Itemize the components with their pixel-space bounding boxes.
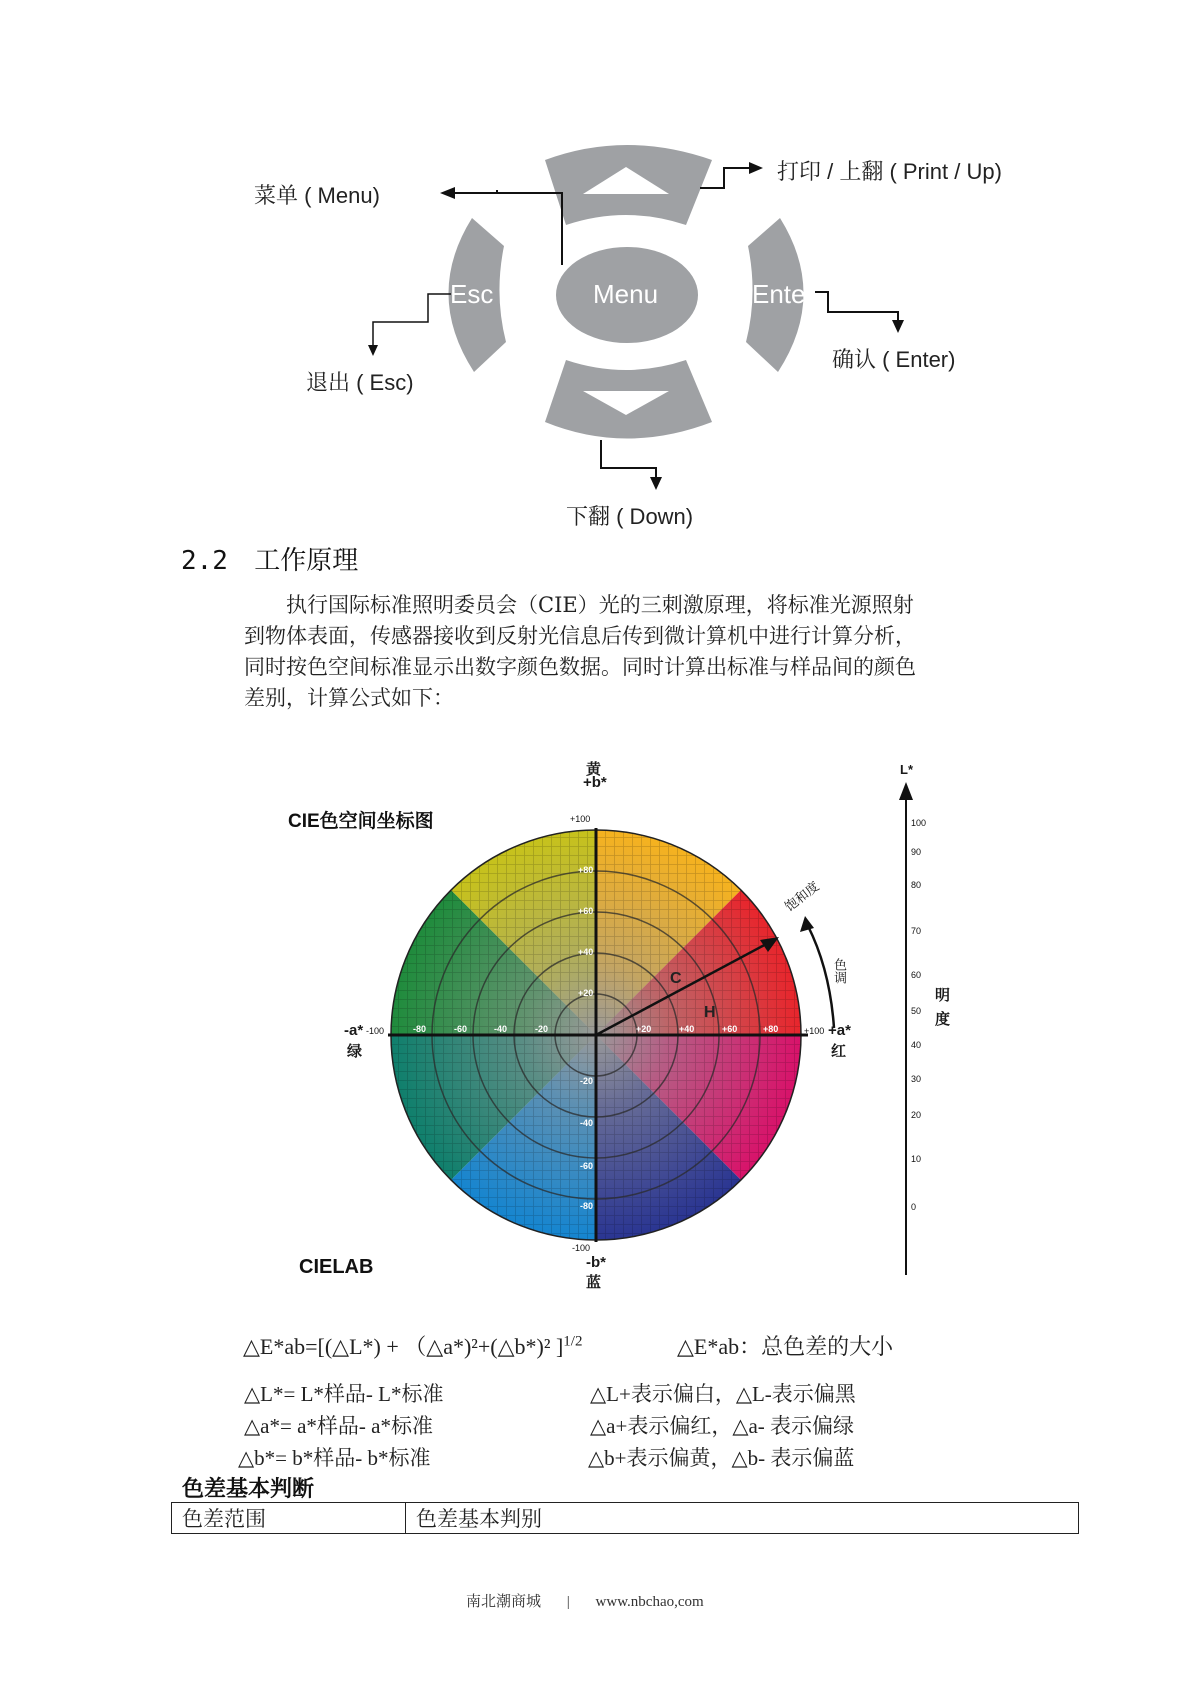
footer-site: 南北潮商城 (466, 1594, 542, 1610)
def-row (590, 1410, 854, 1440)
l-tick: 90 (911, 847, 922, 857)
judgement-heading: 色差基本判断 (182, 1477, 315, 1502)
b-tick: +60 (578, 906, 594, 916)
def-row (244, 1378, 443, 1408)
def-right: △L+表示偏白，△L-表示偏黑 (590, 1382, 856, 1406)
a-positive-name: 红 (831, 1043, 847, 1060)
print-up-callout-label: 打印 / 上翻 ( Print / Up) (777, 159, 1002, 184)
def-row (244, 1410, 433, 1440)
b-tick: +100 (570, 814, 591, 824)
a-tick: -80 (413, 1024, 427, 1034)
b-tick: +80 (578, 865, 594, 875)
b-negative-label: -b* (586, 1254, 606, 1271)
b-tick: -60 (580, 1161, 594, 1171)
a-tick: -60 (454, 1024, 468, 1034)
menu-callout-label: 菜单 ( Menu) (254, 183, 380, 208)
hue-label: H (704, 1004, 716, 1021)
a-tick: +40 (679, 1024, 695, 1034)
section-title: 工作原理 (254, 546, 359, 576)
delta-e-formula (243, 1330, 582, 1361)
l-axis-name-1: 明 (935, 987, 951, 1004)
delta-e-symbol: △E*ab (677, 1334, 740, 1359)
l-tick: 100 (911, 818, 927, 828)
a-tick: +20 (636, 1024, 652, 1034)
section-paragraph (244, 590, 1044, 714)
enter-key-label: Enter (752, 279, 815, 309)
a-tick: +100 (804, 1026, 825, 1036)
delta-e-text: ：总色差的大小 (739, 1334, 894, 1359)
l-tick: 40 (911, 1040, 922, 1050)
l-tick: 10 (911, 1154, 922, 1164)
paragraph-line: 执行国际标准照明委员会（CIE）光的三刺激原理，将标准光源照射 (286, 593, 914, 617)
l-tick: 50 (911, 1006, 922, 1016)
def-row (238, 1442, 431, 1472)
judgement-table (171, 1502, 1079, 1534)
l-tick: 0 (911, 1202, 917, 1212)
l-tick: 60 (911, 970, 922, 980)
delta-e-description (677, 1330, 893, 1361)
cie-color-wheel (0, 770, 1200, 1310)
footer-url[interactable]: www.nbchao,com (595, 1594, 704, 1610)
a-negative-name: 绿 (347, 1043, 363, 1060)
l-axis-name-2: 度 (935, 1011, 951, 1028)
a-tick: +60 (722, 1024, 738, 1034)
b-tick: -40 (580, 1118, 594, 1128)
b-tick: +40 (578, 947, 594, 957)
a-tick: -100 (366, 1026, 385, 1036)
l-axis-label: L* (900, 762, 913, 777)
table-header-cell: 色差范围 (172, 1503, 406, 1534)
def-left: △a*= a*样品- a*标准 (244, 1414, 433, 1438)
paragraph-line: 到物体表面，传感器接收到反射光信息后传到微计算机中进行计算分析， (244, 624, 916, 648)
def-right: △b+表示偏黄，△b- 表示偏蓝 (588, 1446, 855, 1470)
page-footer (466, 1590, 704, 1611)
cielab-label: CIELAB (299, 1256, 374, 1278)
b-tick: +20 (578, 988, 594, 998)
cie-diagram (0, 761, 1200, 1310)
formula-exponent: 1/2 (563, 1333, 583, 1350)
hue-arrow-label: 色调 (832, 958, 847, 984)
def-row (590, 1378, 856, 1408)
esc-key-label: Esc (450, 279, 494, 309)
b-tick: -80 (580, 1201, 594, 1211)
a-negative-label: -a* (344, 1022, 364, 1039)
esc-callout-label: 退出 ( Esc) (306, 370, 414, 395)
l-tick: 80 (911, 880, 922, 890)
formula-body: [(△L*) + （△a*)²+(△b*)² ] (317, 1334, 564, 1359)
table-header-cell: 色差基本判别 (406, 1503, 1079, 1534)
def-right: △a+表示偏红，△a- 表示偏绿 (590, 1414, 855, 1438)
def-left: △b*= b*样品- b*标准 (238, 1446, 431, 1470)
b-positive-name: 黄 (586, 761, 602, 778)
keypad-diagram (0, 0, 1200, 530)
footer-separator: | (566, 1594, 570, 1610)
table-row (172, 1503, 1079, 1534)
b-tick: -20 (580, 1076, 594, 1086)
a-positive-label: +a* (828, 1022, 851, 1039)
l-tick: 70 (911, 926, 922, 936)
section-heading (181, 540, 358, 577)
l-tick: 30 (911, 1074, 922, 1084)
a-tick: +80 (763, 1024, 779, 1034)
menu-key-label: Menu (593, 279, 659, 309)
def-left: △L*= L*样品- L*标准 (244, 1382, 444, 1406)
formula-lhs: △E*ab= (243, 1334, 318, 1359)
chroma-label: C (670, 970, 682, 987)
saturation-label: 饱和度 (781, 878, 822, 915)
def-row (588, 1442, 854, 1472)
cie-diagram-title: CIE色空间坐标图 (288, 811, 434, 832)
b-tick: -100 (572, 1243, 591, 1253)
section-number: 2.2 (181, 546, 228, 576)
keypad-graphic (0, 0, 1200, 530)
a-tick: -40 (494, 1024, 508, 1034)
a-tick: -20 (535, 1024, 549, 1034)
paragraph-line: 同时按色空间标准显示出数字颜色数据。同时计算出标准与样品间的颜色 (244, 655, 916, 679)
b-positive-label: +b* (583, 774, 607, 791)
enter-callout-label: 确认 ( Enter) (832, 347, 956, 372)
b-negative-name: 蓝 (586, 1274, 602, 1291)
down-callout-label: 下翻 ( Down) (566, 504, 694, 529)
l-tick: 20 (911, 1110, 922, 1120)
paragraph-line: 差别，计算公式如下： (244, 686, 454, 710)
